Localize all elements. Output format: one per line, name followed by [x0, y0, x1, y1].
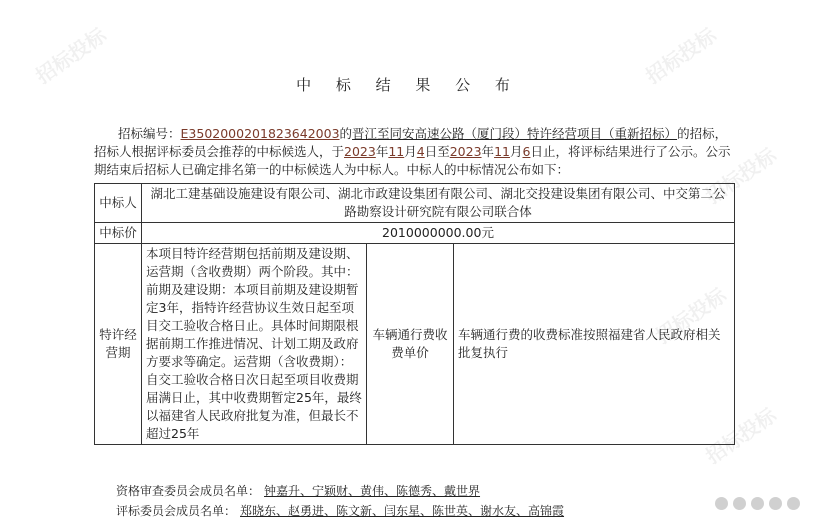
intro-text: 的招标，招标人根据评标委员会推荐的中标候选人，于 — [94, 126, 728, 159]
watermark: 招标投标 — [701, 142, 781, 209]
watermark: 招标投标 — [31, 22, 111, 89]
table-row — [95, 244, 735, 445]
overlay-dot-icon — [715, 497, 728, 510]
page-title: 中 标 结 果 公 布 — [296, 76, 520, 94]
intro-text: 日止，将评标结果进行了公示。公示期结束后招标人已确定排名第一的中标候选人为中标人。中标人的中标情况公布如下： — [94, 144, 731, 177]
project-name: 晋江至同安高速公路（厦门段）特许经营项目（重新招标） — [352, 126, 678, 141]
bid-number: E3502000201823642003 — [180, 126, 340, 141]
end-month: 11 — [494, 144, 510, 159]
result-table — [94, 183, 735, 445]
overlay-dot-icon — [751, 497, 764, 510]
table-row — [95, 184, 735, 223]
intro-text: 月 — [404, 144, 417, 159]
intro-paragraph — [94, 125, 734, 179]
eval-label: 评标委员会成员名单： — [116, 504, 237, 518]
term-description: 本项目特许经营期包括前期及建设期、运营期（含收费期）两个阶段。其中：前期及建设期：本项目前期及建设期暂定3年，指特许经营协议生效日起至项目交工验收合格日止。具体时间期限根据前期工作推进情况、计划工期及政府方要求等确定。运营期（含收费期）：自交工验收合格日次日起至项目收费期届满日止，其中收费期暂定25年，最终以福建省人民政府批复为准，但最长不超过25年 — [142, 244, 367, 445]
bid-no-label: 招标编号： — [118, 126, 181, 141]
table-row — [95, 223, 735, 244]
end-day: 6 — [522, 144, 531, 159]
intro-text: 的 — [339, 126, 353, 141]
qualification-committee — [116, 482, 480, 499]
fee-label: 车辆通行费收费单价 — [367, 244, 454, 445]
term-label: 特许经营期 — [95, 244, 142, 445]
winner-value: 湖北工建基础设施建设有限公司、湖北市政建设集团有限公司、湖北交投建设集团有限公司、中交第二公路勘察设计研究院有限公司联合体 — [142, 184, 735, 223]
start-month: 11 — [388, 144, 405, 159]
fee-value: 车辆通行费的收费标准按照福建省人民政府相关批复执行 — [454, 244, 735, 445]
overlay-dot-icon — [769, 497, 782, 510]
end-year: 2023 — [449, 144, 482, 159]
start-day: 4 — [416, 144, 425, 159]
price-label: 中标价 — [95, 223, 142, 244]
winner-label: 中标人 — [95, 184, 142, 223]
evaluation-committee — [116, 502, 564, 519]
eval-names: 郑晓东、赵勇进、陈文新、闫东星、陈世英、谢水友、高锦霞 — [240, 504, 565, 518]
overlay-dot-icon — [733, 497, 746, 510]
overlay-dot-icon — [787, 497, 800, 510]
intro-text: 日至 — [424, 144, 450, 159]
intro-text: 年 — [481, 144, 495, 159]
price-value: 2010000000.00元 — [142, 223, 735, 244]
start-year: 2023 — [344, 144, 376, 159]
watermark: 招标投标 — [641, 22, 721, 89]
qual-names: 钟嘉升、宁颖财、黄伟、陈德秀、戴世界 — [264, 484, 481, 498]
watermark: 招标投标 — [701, 402, 781, 469]
intro-text: 月 — [509, 144, 523, 159]
watermark: 招标投标 — [651, 282, 731, 349]
qual-label: 资格审查委员会成员名单： — [116, 484, 261, 498]
intro-text: 年 — [375, 144, 389, 159]
